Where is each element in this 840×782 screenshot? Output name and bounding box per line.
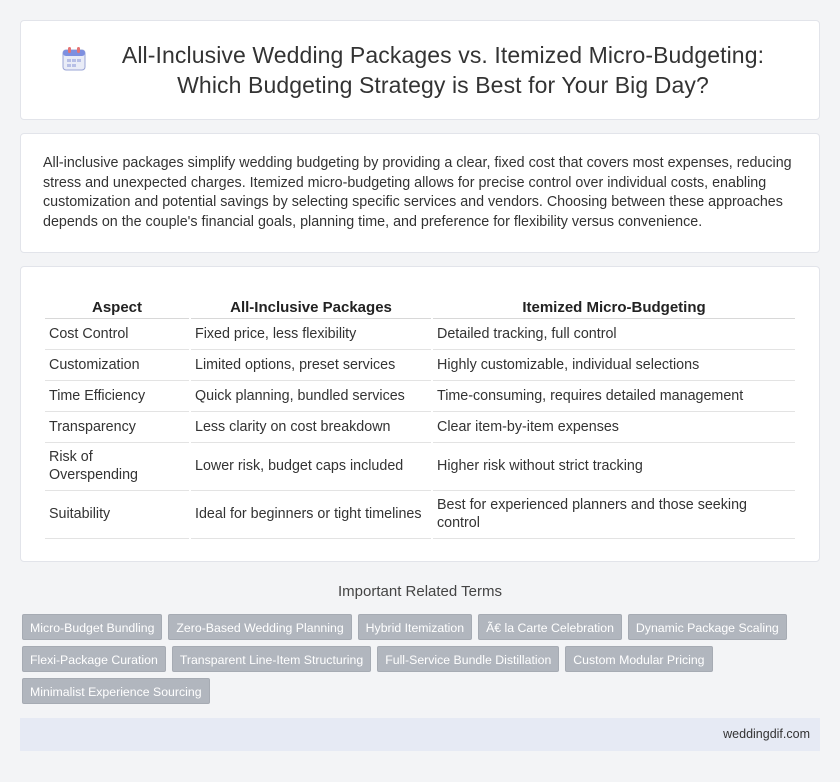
term-tag[interactable]: Full-Service Bundle Distillation: [377, 646, 559, 672]
term-tag[interactable]: Minimalist Experience Sourcing: [22, 678, 210, 704]
table-cell: Limited options, preset services: [191, 350, 431, 381]
summary-text: All-inclusive packages simplify wedding budgeting by providing a clear, fixed cost that covers most expenses, reducing stress and unexpected charges. Itemized micro-budgeting allows for precise control over individual costs, enabling customization and potential savings by selecting specific services and vendors. Choosing between these approaches depends on the couple's financial goals, planning time, and preference for flexibility versus convenience.: [43, 155, 792, 230]
table-cell: Cost Control: [45, 319, 189, 350]
table-row: [45, 350, 795, 381]
term-tag[interactable]: Custom Modular Pricing: [565, 646, 712, 672]
summary-card: [20, 133, 820, 253]
table-header-row: [45, 295, 795, 319]
term-tag[interactable]: Transparent Line-Item Structuring: [172, 646, 371, 672]
table-cell: Less clarity on cost breakdown: [191, 412, 431, 443]
comparison-table: [43, 295, 797, 539]
term-tag[interactable]: Zero-Based Wedding Planning: [168, 614, 351, 640]
table-cell: Best for experienced planners and those seeking control: [433, 491, 795, 539]
table-cell: Time Efficiency: [45, 381, 189, 412]
table-row: [45, 443, 795, 491]
table-row: [45, 491, 795, 539]
table-cell: Fixed price, less flexibility: [191, 319, 431, 350]
title-card: [20, 20, 820, 120]
column-header: Aspect: [45, 295, 189, 319]
column-header: Itemized Micro-Budgeting: [433, 295, 795, 319]
term-tag[interactable]: Hybrid Itemization: [358, 614, 472, 640]
table-cell: Ideal for beginners or tight timelines: [191, 491, 431, 539]
table-cell: Lower risk, budget caps included: [191, 443, 431, 491]
table-cell: Transparency: [45, 412, 189, 443]
table-cell: Risk of Overspending: [45, 443, 189, 491]
related-terms-list: [22, 614, 802, 704]
table-cell: Time-consuming, requires detailed management: [433, 381, 795, 412]
table-cell: Suitability: [45, 491, 189, 539]
table-row: [45, 319, 795, 350]
footer: [20, 718, 820, 751]
table-cell: Highly customizable, individual selections: [433, 350, 795, 381]
term-tag[interactable]: Dynamic Package Scaling: [628, 614, 787, 640]
table-row: [45, 381, 795, 412]
table-row: [45, 412, 795, 443]
comparison-card: [20, 266, 820, 562]
table-cell: Quick planning, bundled services: [191, 381, 431, 412]
term-tag[interactable]: Micro-Budget Bundling: [22, 614, 162, 640]
related-terms-title: Important Related Terms: [338, 583, 502, 600]
footer-site-link[interactable]: weddingdif.com: [723, 727, 810, 741]
table-cell: Clear item-by-item expenses: [433, 412, 795, 443]
column-header: All-Inclusive Packages: [191, 295, 431, 319]
table-cell: Higher risk without strict tracking: [433, 443, 795, 491]
page-title: All-Inclusive Wedding Packages vs. Itemized Micro-Budgeting: Which Budgeting Strategy is Best for Your Big Day?: [121, 42, 765, 98]
term-tag[interactable]: Ã€ la Carte Celebration: [478, 614, 622, 640]
table-cell: Detailed tracking, full control: [433, 319, 795, 350]
calendar-icon: [61, 46, 87, 72]
term-tag[interactable]: Flexi-Package Curation: [22, 646, 166, 672]
table-cell: Customization: [45, 350, 189, 381]
